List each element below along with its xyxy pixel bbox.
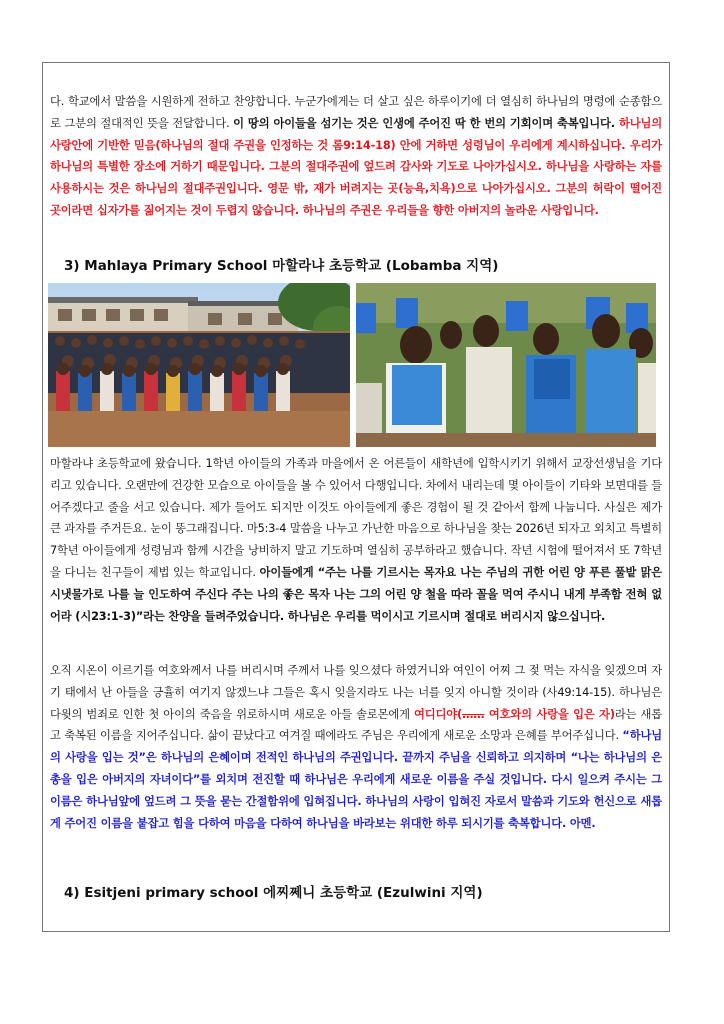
- isaiah-text: 오직 시온이 이르기를 여호와께서 나를 버리시며 주께서 나를 잊으셨다 하였거니와 여인이 어찌 그 젖 먹는 자식을 잊겠으며 자기 태에서 난 아들을 긍휼히 여기지 않겠느냐 그들은 혹시 잊을지라도 나는 너를 잊지 아니할 것이라 (사49:14-15). 하나님은 다윗의 범죄로 인한 첫 아이의 죽음을 위로하시며 새로운 아들 솔로몬에게: [50, 664, 662, 721]
- mahlaya-text: 마할라냐 초등학교에 왔습니다. 1학년 아이들의 가족과 마을에서 온 어른들이 새학년에 입학시키기 위해서 교장선생님을 기다리고 있습니다. 오랜만에 건강한 모습으로 아이들을 볼 수 있어서 다행입니다. 차에서 내리는데 몇 아이들이 기타와 보면대를 들어주겠다고 줄을 서고 있습니다. 제가 들어도 되지만 이것도 아이들에게 좋은 경험이 될 것 같아서 함께 나눕니다. 사실은 제가 큰 과자를 주거든요. 눈이 똥그래집니다. 마5:3-4 말씀을 나누고 가난한 마음으로 하나님을 찾는 2026년 되자고 외치고 특별히 7학년 아이들에게 성령님과 함께 시간을 낭비하지 말고 기도하며 열심히 공부하라고 했습니다. 작년 시험에 떨어져서 또 7학년을 다니는 친구들이 제법 있는 학교입니다.: [50, 457, 662, 579]
- section-heading-mahlaya: 3) Mahlaya Primary School 마할라냐 초등학교 (Lobamba 지역): [64, 258, 499, 274]
- jedidiah-strike-text: ……: [462, 707, 485, 721]
- isaiah-blue-text: “하나님의 사랑을 입는 것”은 하나님의 은혜이며 전적인 하나님의 주권입니다. 끝까지 주님을 신뢰하고 의지하며 “나는 하나님의 은총을 입은 아버지의 자녀이다”를 외치며 전진할 때 하나님은 우리에게 새로운 이름을 주실 것입니다. 다시 일으켜 주시는 그 이름은 하나님앞에 엎드려 그 뜻을 묻는 간절함위에 입혀집니다. 하나님의 사랑이 입혀진 자로서 말씀과 기도와 헌신으로 새롭게 주어진 이름을 붙잡고 힘을 다하여 마음을 다하여 하나님을 바라보는 위대한 하루 되시기를 축복합니다. 아멘.: [50, 729, 662, 830]
- intro-text: 다. 학교에서 말씀을 시원하게 전하고 찬양합니다. 누군가에게는 더 살고 싶은 하루이기에 더 열심히 하나님의 명령에 순종함으로 그분의 절대적인 뜻을 전달합니다.: [50, 95, 662, 130]
- jedidiah-meaning-text: 여호와의 사랑을 입은 자): [484, 707, 615, 721]
- intro-bold-text: 이 땅의 아이들을 섬기는 것은 인생에 주어진 딱 한 번의 기회이며 축복입니다.: [233, 116, 619, 130]
- section-heading-esitjeni: 4) Esitjeni primary school 에찌쩨니 초등학교 (Ezulwini 지역): [64, 885, 483, 901]
- paragraph-intro: [50, 91, 662, 222]
- intro-red-text: 하나님의 사랑안에 기반한 믿음(하나님의 절대 주권을 인정하는 것 롬9:14-18) 안에 거하면 성령님이 우리에게 계시하십니다. 우리가 하나님의 특별한 장소에 거하기 때문입니다. 그분의 절대주권에 엎드려 감사와 기도로 나아가십시오. 하나님을 사랑하는 자를 사용하시는 것은 하나님의 절대주권입니다. 영문 밖, 재가 버려지는 곳(능욕,치욕)으로 나아가십시오. 그분의 허락이 떨어진 곳이라면 십자가를 짊어지는 것이 두렵지 않습니다. 하나님의 주권은 우리들을 향한 아버지의 놀라운 사랑입니다.: [50, 116, 663, 217]
- isaiah-text-continued: 라는 새롭고 축복된 이름을 지어주십니다. 삶이 끝났다고 여겨질 때에라도 주님은 우리에게 새로운 소망과 은혜를 부어주십니다.: [50, 707, 662, 743]
- school-crowd-photo: [48, 283, 350, 447]
- students-closeup-photo: [356, 283, 656, 447]
- paragraph-isaiah: [50, 660, 662, 834]
- jedidiah-red-text: 여디디야(: [414, 707, 463, 721]
- mahlaya-bold-text: 아이들에게 “주는 나를 기르시는 목자요 나는 주님의 귀한 어린 양 푸른 풀밭 맑은 시냇물가로 나를 늘 인도하여 주신다 주는 나의 좋은 목자 나는 그의 어린 양 철을 따라 꼴을 먹여 주시니 내게 부족함 전혀 없어라 (시23:1-3)”라는 찬양을 들려주었습니다. 하나님은 우리를 먹이시고 기르시며 절대로 버리시지 않으십니다.: [50, 565, 662, 623]
- paragraph-mahlaya: [50, 453, 662, 627]
